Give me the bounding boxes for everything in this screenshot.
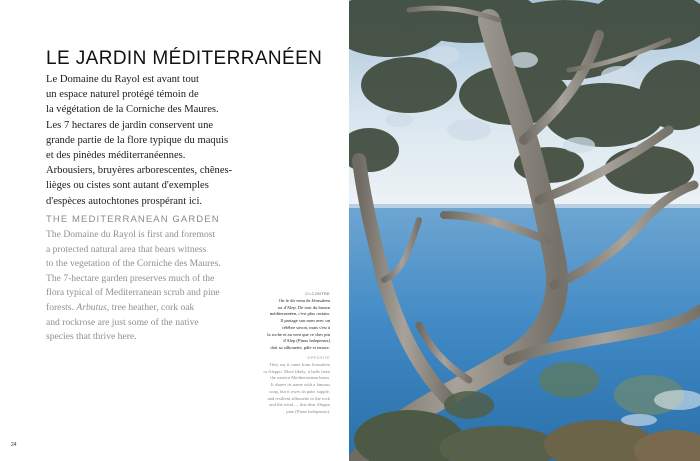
- english-line: and rockrose are just some of the native: [46, 316, 199, 328]
- french-line: lièges ou cistes sont autant d'exemples: [46, 180, 209, 192]
- french-line: Le Domaine du Rayol est avant tout: [46, 74, 199, 85]
- pine-tree-photo: [349, 0, 700, 461]
- horizon-line: [349, 204, 700, 208]
- caption-line: méditerranéen, c'est plus certain.: [269, 311, 330, 317]
- caption-line: célèbre savon, mais s'est à: [281, 324, 330, 330]
- english-line: The Domaine du Rayol is first and foremost: [46, 229, 216, 240]
- caption-line: On le dit venu de Jérusalem: [278, 298, 330, 303]
- english-line: a protected natural area that bears witness: [46, 243, 207, 255]
- caption-label: CI-CONTRE: [305, 292, 330, 296]
- caption-line: soap, but it owes its pale, supple,: [269, 388, 330, 394]
- caption-line: ou d'Alep. De tout du bassin: [277, 304, 330, 310]
- french-line: Arbousiers, bruyères arborescentes, chênes-: [46, 165, 233, 177]
- french-body-text: [46, 72, 246, 209]
- photo-illustration: [349, 0, 700, 461]
- caption-line: or Aleppo. More likely, it hails from: [263, 368, 330, 374]
- english-line: The 7-hectare garden preserves much of the: [46, 272, 215, 284]
- english-line: species that thrive here.: [46, 331, 137, 343]
- french-line: et des pinèdes méditerranéennes.: [46, 150, 186, 162]
- french-line: d'espèces autochtones prospérant ici.: [46, 195, 203, 207]
- caption-line: It shares its name with a famous: [270, 382, 330, 388]
- caption-label: OPPOSITE: [307, 356, 330, 360]
- photo-caption-english: [258, 356, 330, 416]
- english-body-text: [46, 228, 246, 345]
- caption-line: and resilient silhouette to the rock: [267, 395, 330, 401]
- english-line: flora typical of Mediterranean scrub and pine: [46, 287, 220, 299]
- english-line: to the vegetation of the Corniche des Maures.: [46, 258, 221, 270]
- photo-caption-french: [258, 292, 330, 352]
- english-text: , tree heather, cork oak: [106, 301, 195, 313]
- caption-line: Il partage son nom avec un: [280, 318, 330, 324]
- text-page: [0, 0, 349, 461]
- french-line: la végétation de la Corniche des Maures.: [46, 104, 219, 116]
- italic-species-name: Arbutus: [76, 301, 107, 313]
- english-heading: THE MEDITERRANEAN GARDEN: [46, 214, 220, 225]
- french-line: un espace naturel protégé témoin de: [46, 89, 199, 101]
- french-line: grande partie de la flore typique du maquis: [46, 134, 229, 146]
- caption-line: and the wind — this dear Aleppo: [269, 402, 330, 408]
- page-title: LE JARDIN MÉDITERRANÉEN: [46, 48, 323, 69]
- french-line: Les 7 hectares de jardin conservent une: [46, 119, 214, 131]
- caption-line: doit sa silhouette, pâle et tenace.: [270, 344, 330, 350]
- caption-line: pine (Pinus halepensis).: [286, 408, 330, 414]
- caption-line: d'Alep (Pinus halepensis): [283, 338, 330, 344]
- english-text: forests.: [46, 301, 74, 313]
- caption-line: They say it came from Jerusalem: [269, 362, 330, 367]
- caption-line: la roche et au vent que ce cher pin: [267, 331, 330, 337]
- page-number: 24: [11, 442, 17, 448]
- caption-line: the eastern Mediterranean basin.: [270, 375, 330, 381]
- english-line-with-italic: [46, 301, 246, 316]
